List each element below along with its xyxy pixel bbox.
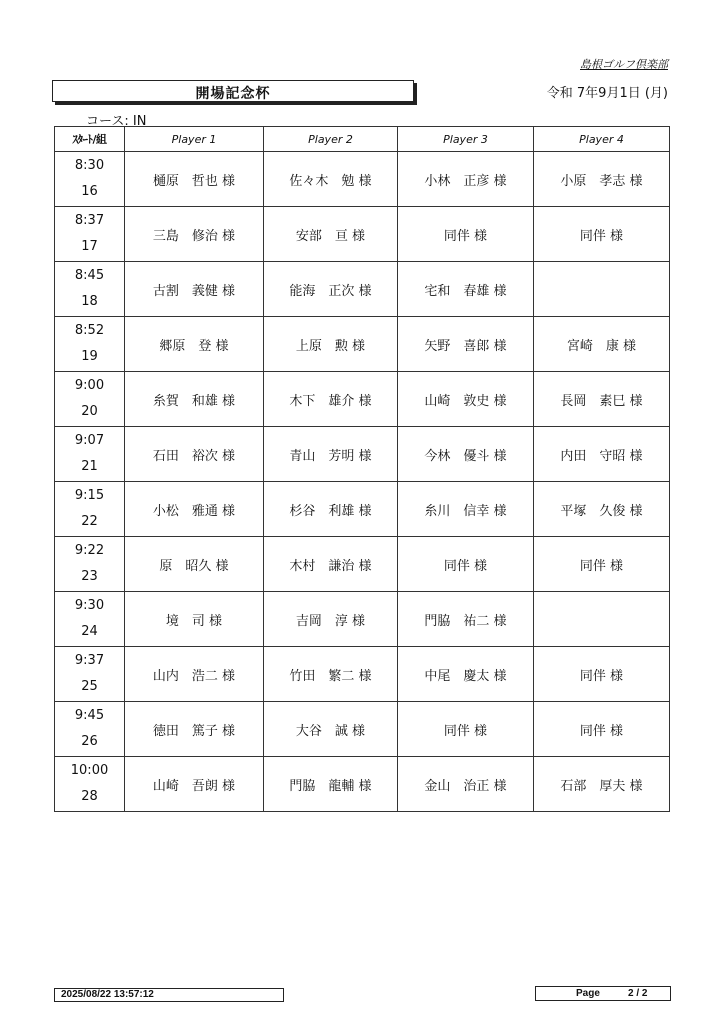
- player-3-cell: 中尾 慶太 様: [398, 647, 534, 702]
- start-group-cell: [55, 702, 125, 757]
- player-3-cell: 今林 優斗 様: [398, 427, 534, 482]
- page-label: Page: [576, 988, 600, 999]
- table-row: [55, 592, 670, 647]
- player-3-cell: 門脇 祐二 様: [398, 592, 534, 647]
- player-2-cell: 大谷 誠 様: [264, 702, 398, 757]
- start-group-cell: [55, 537, 125, 592]
- start-group-cell: [55, 647, 125, 702]
- table-row: [55, 152, 670, 207]
- start-group-cell: [55, 592, 125, 647]
- player-3-cell: 同伴 様: [398, 537, 534, 592]
- player-1-cell: 古割 義健 様: [125, 262, 264, 317]
- player-2-cell: 杉谷 利雄 様: [264, 482, 398, 537]
- club-name: 島根ゴルフ倶楽部: [580, 58, 668, 71]
- table-row: [55, 262, 670, 317]
- player-4-cell: 内田 守昭 様: [534, 427, 670, 482]
- column-header-player-3: Player 3: [398, 127, 534, 152]
- player-3-cell: 金山 治正 様: [398, 757, 534, 812]
- player-4-cell: [534, 592, 670, 647]
- player-3-cell: 小林 正彦 様: [398, 152, 534, 207]
- group-number: 21: [81, 459, 98, 474]
- start-group-cell: [55, 262, 125, 317]
- player-4-cell: 同伴 様: [534, 537, 670, 592]
- player-1-cell: 小松 雅通 様: [125, 482, 264, 537]
- start-time: 9:15: [74, 488, 105, 503]
- player-4-cell: 石部 厚夫 様: [534, 757, 670, 812]
- start-time: 9:22: [74, 543, 105, 558]
- start-group-cell: [55, 207, 125, 262]
- group-number: 26: [81, 734, 98, 749]
- start-time: 10:00: [70, 763, 109, 778]
- page-indicator: [535, 986, 671, 1001]
- player-3-cell: 同伴 様: [398, 702, 534, 757]
- table-row: [55, 647, 670, 702]
- table-row: [55, 317, 670, 372]
- player-1-cell: 原 昭久 様: [125, 537, 264, 592]
- start-time: 8:30: [74, 158, 105, 173]
- player-2-cell: 佐々木 勉 様: [264, 152, 398, 207]
- player-3-cell: 山崎 敦史 様: [398, 372, 534, 427]
- player-4-cell: 同伴 様: [534, 207, 670, 262]
- player-1-cell: 石田 裕次 様: [125, 427, 264, 482]
- start-group-cell: [55, 152, 125, 207]
- column-header-player-4: Player 4: [534, 127, 670, 152]
- page-number: 2 / 2: [628, 988, 648, 999]
- group-number: 17: [81, 239, 98, 254]
- player-2-cell: 吉岡 淳 様: [264, 592, 398, 647]
- start-group-cell: [55, 427, 125, 482]
- start-group-cell: [55, 482, 125, 537]
- player-1-cell: 山崎 吾朗 様: [125, 757, 264, 812]
- table-row: [55, 702, 670, 757]
- table-row: [55, 757, 670, 812]
- table-row: [55, 372, 670, 427]
- table-header-row: [55, 127, 670, 152]
- player-1-cell: 樋原 哲也 様: [125, 152, 264, 207]
- player-2-cell: 門脇 龍輔 様: [264, 757, 398, 812]
- player-1-cell: 三島 修治 様: [125, 207, 264, 262]
- table-row: [55, 482, 670, 537]
- player-2-cell: 上原 勲 様: [264, 317, 398, 372]
- group-number: 19: [81, 349, 98, 364]
- column-header-start-group: ｽﾀｰﾄ/組: [55, 127, 125, 152]
- column-header-player-2: Player 2: [264, 127, 398, 152]
- start-group-cell: [55, 317, 125, 372]
- player-3-cell: 矢野 喜郎 様: [398, 317, 534, 372]
- player-3-cell: 糸川 信幸 様: [398, 482, 534, 537]
- start-group-cell: [55, 372, 125, 427]
- start-time: 9:07: [74, 433, 105, 448]
- tee-sheet-table: [54, 126, 670, 812]
- start-time: 9:30: [74, 598, 105, 613]
- table-row: [55, 537, 670, 592]
- start-time: 8:45: [74, 268, 105, 283]
- start-group-cell: [55, 757, 125, 812]
- player-2-cell: 安部 亘 様: [264, 207, 398, 262]
- player-3-cell: 宅和 春雄 様: [398, 262, 534, 317]
- player-2-cell: 青山 芳明 様: [264, 427, 398, 482]
- start-time: 8:52: [74, 323, 105, 338]
- table-row: [55, 207, 670, 262]
- course-label: コース: IN: [86, 114, 147, 129]
- player-1-cell: 糸賀 和雄 様: [125, 372, 264, 427]
- player-4-cell: [534, 262, 670, 317]
- group-number: 24: [81, 624, 98, 639]
- player-2-cell: 能海 正次 様: [264, 262, 398, 317]
- start-time: 8:37: [74, 213, 105, 228]
- group-number: 22: [81, 514, 98, 529]
- player-4-cell: 平塚 久俊 様: [534, 482, 670, 537]
- print-timestamp: 2025/08/22 13:57:12: [54, 988, 284, 1002]
- player-4-cell: 長岡 素巳 様: [534, 372, 670, 427]
- group-number: 28: [81, 789, 98, 804]
- player-1-cell: 徳田 篤子 様: [125, 702, 264, 757]
- player-1-cell: 山内 浩二 様: [125, 647, 264, 702]
- group-number: 20: [81, 404, 98, 419]
- player-4-cell: 小原 孝志 様: [534, 152, 670, 207]
- title-box: [52, 80, 414, 102]
- player-4-cell: 同伴 様: [534, 647, 670, 702]
- player-4-cell: 宮崎 康 様: [534, 317, 670, 372]
- player-3-cell: 同伴 様: [398, 207, 534, 262]
- player-1-cell: 郷原 登 様: [125, 317, 264, 372]
- start-time: 9:00: [74, 378, 105, 393]
- player-2-cell: 竹田 繁二 様: [264, 647, 398, 702]
- group-number: 23: [81, 569, 98, 584]
- table-row: [55, 427, 670, 482]
- event-date: 令和 7年9月1日 (月): [546, 86, 668, 101]
- column-header-player-1: Player 1: [125, 127, 264, 152]
- start-time: 9:45: [74, 708, 105, 723]
- page-title: 開場記念杯: [195, 86, 271, 102]
- player-2-cell: 木下 雄介 様: [264, 372, 398, 427]
- player-4-cell: 同伴 様: [534, 702, 670, 757]
- group-number: 18: [81, 294, 98, 309]
- group-number: 25: [81, 679, 98, 694]
- start-time: 9:37: [74, 653, 105, 668]
- player-1-cell: 境 司 様: [125, 592, 264, 647]
- group-number: 16: [81, 184, 98, 199]
- player-2-cell: 木村 謙治 様: [264, 537, 398, 592]
